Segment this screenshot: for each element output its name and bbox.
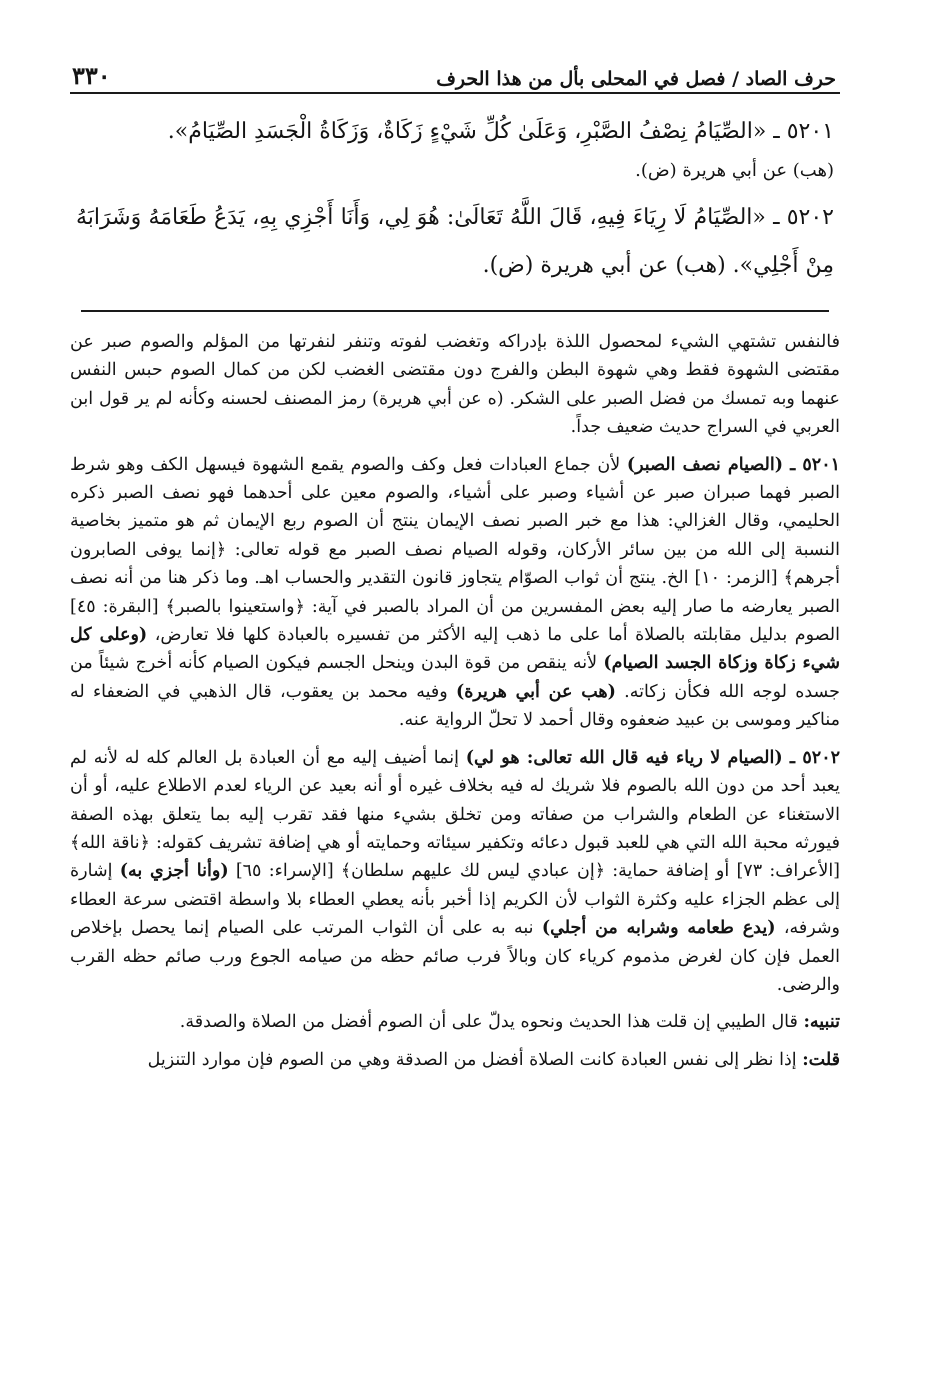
qultu-note	[70, 1046, 840, 1074]
commentary-5202-quote-1: (وأنا أجزي به)	[119, 861, 229, 882]
header-title: حرف الصاد / فصل في المحلى بأل من هذا الحرف	[436, 68, 836, 90]
commentary-5201-heading: ٥٢٠١ ـ (الصيام نصف الصبر)	[626, 454, 841, 475]
commentary-5201	[70, 451, 840, 735]
qultu-label: قلت:	[802, 1049, 840, 1070]
commentary-intro: فالنفس تشتهي الشيء لمحصول اللذة بإدراكه وتغضب لفوته وتنفر لنفرتها من المؤلم والصوم صبر عن مقتضى الشهوة فقط وهي شهوة البطن والفرج دون مقتضى الغضب لكن من كمال الصوم حبس النفس عنهما وبه تمسك من فضل الصبر على الشكر. (ه عن أبي هريرة) رمز المصنف لحسنه وكأنه لم ير قول ابن العربي في السراج حديث ضعيف جداً.	[70, 332, 840, 438]
commentary-5201-source: (هب عن أبي هريرة)	[455, 681, 616, 702]
hadith-5201-source: (هب) عن أبي هريرة (ض).	[635, 160, 834, 181]
tanbih-note	[70, 1008, 840, 1036]
commentary-5202-text-c: إشارة إلى عظم الجزاء عليه وكثرة الثواب لأن الكريم إذا أخبر بأنه يعطي العطاء بلا واسطة اقتضى سرعة العطاء وشرفه،	[70, 861, 840, 939]
hadith-5202	[76, 194, 834, 290]
commentary-5201-text-c: لأنه ينقص من قوة البدن وينحل الجسم فيكون الصيام كأنه أخرج شيئاً من جسده لوجه الله فكأن زكاته.	[70, 653, 840, 702]
commentary	[70, 328, 840, 1074]
hadith-5201	[76, 108, 834, 186]
running-header	[70, 56, 840, 94]
page-number: ٣٣٠	[72, 61, 111, 90]
commentary-5201-quote: (وعلى كل شيء زكاة وزكاة الجسد الصيام)	[70, 625, 840, 674]
footnote-divider	[81, 310, 829, 312]
commentary-5202-text-e: نبه به على أن الثواب المرتب على الصيام إنما يحصل بإخلاص العمل فإن كان لغرض مذموم كرياء كان وبالاً فرب صائم حظه من صيامه الجوع ورب صائم حظه القرب والرضى.	[70, 918, 840, 995]
hadith-5202-text: ٥٢٠٢ ـ «الصِّيَامُ لَا رِيَاءَ فِيهِ، قَالَ اللَّهُ تَعَالَىٰ: هُوَ لِي، وَأَنَا أَجْزِي بِهِ، يَدَعُ طَعَامَهُ وَشَرَابَهُ مِنْ أَجْلِي». (هب) عن أبي هريرة (ض).	[76, 205, 834, 278]
commentary-5201-text-e: وفيه محمد بن يعقوب، قال الذهبي في الضعفاء له مناكير وموسى بن عبيد ضعفوه وقال أحمد لا تحلّ الرواية عنه.	[70, 681, 840, 731]
commentary-5202-quote-2: (يدع طعامه وشرابه من أجلي)	[541, 918, 776, 939]
commentary-5202-heading: ٥٢٠٢ ـ (الصيام لا رياء فيه قال الله تعالى: هو لي)	[465, 747, 840, 768]
commentary-5202	[70, 744, 840, 1000]
book-page	[70, 56, 840, 1083]
tanbih-text: قال الطيبي إن قلت هذا الحديث ونحوه يدلّ على أن الصوم أفضل من الصلاة والصدقة.	[179, 1012, 804, 1033]
qultu-text: إذا نظر إلى نفس العبادة كانت الصلاة أفضل من الصدقة وهي من الصوم فإن موارد التنزيل	[147, 1049, 803, 1070]
hadith-5201-text: ٥٢٠١ ـ «الصِّيَامُ نِصْفُ الصَّبْرِ، وَعَلَىٰ كُلِّ شَيْءٍ زَكَاةٌ، وَزَكَاةُ الْجَسَدِ الصِّيَامُ».	[167, 119, 834, 144]
commentary-5201-text-a: لأن جماع العبادات فعل وكف والصوم يقمع الشهوة فيسهل الكف وهو شرط الصبر فهما صبران صبر عن أشياء وصبر على أشياء، والصوم معين على أحدهما فهو نصف الصبر ذكره الحليمي، وقال الغزالي: هذا مع خبر الصبر نصف الإيمان ينتج أن الصوم ربع الإيمان ثم هو متميز بخاصية النسبة إلى الله من بين سائر الأركان، وقوله الصيام نصف الصبر مع قوله تعالى: ﴿إنما يوفى الصابرون أجرهم﴾ [الزمر: ١٠] الخ. ينتج أن ثواب الصوّام يتجاوز قانون التقدير والحساب اهـ. وما ذكر هنا من أنه نصف الصبر يعارضه ما صار إليه بعض المفسرين من أن المراد بالصبر في آية: ﴿واستعينوا بالصبر﴾ [البقرة: ٤٥] الصوم بدليل مقابلته بالصلاة أما على ما ذهب إليه الأكثر من تفسيره بالعبادة كلها فلا تعارض،	[70, 454, 840, 646]
commentary-5202-text-a: إنما أضيف إليه مع أن العبادة بل العالم كله له لأنه لم يعبد أحد من دون الله بالصوم فلا شريك له فيه بخلاف غيره أو أنه بعيد عن الرياء لعدم الاطلاع عليه، أو أن الاستغناء عن الطعام والشراب من صفاته ومن تخلق بشيء منها فقد تقرب إليه بما يتعلق بهذه الصفة فيورثه محبة الله التي هي للعبد قبول دعائه وتكفير سيئاته وحمايته أو هي إضافة تشريف كقوله: ﴿ناقة الله﴾ [الأعراف: ٧٣] أو إضافة حماية: ﴿إن عبادي ليس لك عليهم سلطان﴾ [الإسراء: ٦٥]	[70, 747, 841, 882]
tanbih-label: تنبيه:	[803, 1012, 840, 1033]
